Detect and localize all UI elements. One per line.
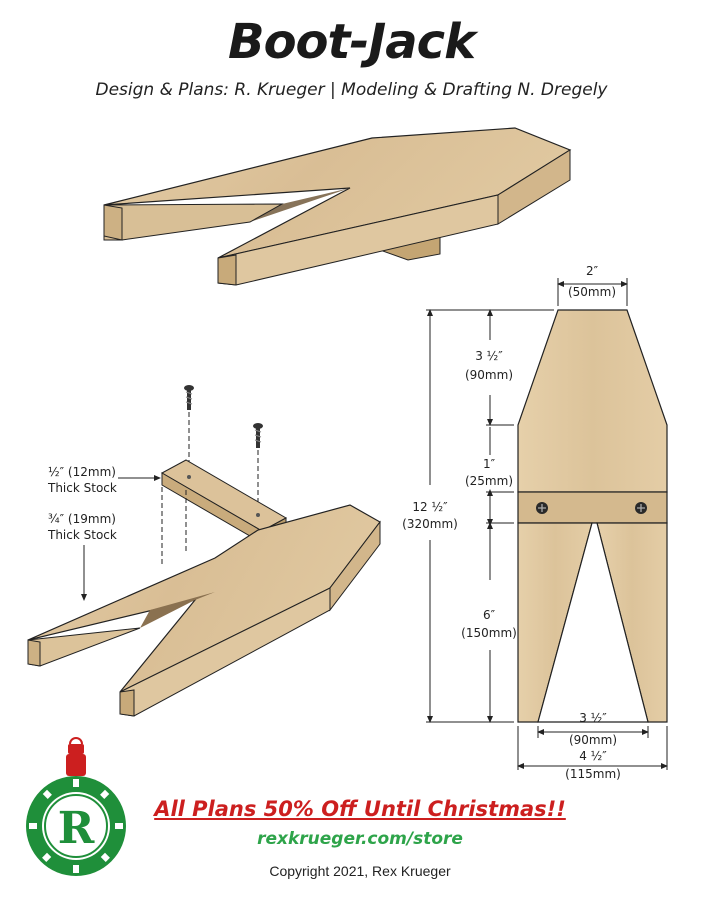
exploded-left-leg-end bbox=[28, 640, 40, 666]
dim-taper-length: 3 ½″ bbox=[475, 349, 503, 363]
document-title: Boot-Jack bbox=[227, 14, 476, 70]
promo-banner: All Plans 50% Off Until Christmas!! bbox=[154, 797, 566, 821]
dim-overall-length: 12 ½″ bbox=[412, 500, 448, 514]
dim-crossbar-width-mm: (25mm) bbox=[464, 474, 514, 488]
assembled-left-leg-side bbox=[104, 204, 282, 240]
logo-ornament bbox=[26, 738, 126, 876]
label-half-stock-2: Thick Stock bbox=[48, 481, 117, 495]
dim-taper-length-mm: (90mm) bbox=[464, 368, 514, 382]
exploded-view bbox=[28, 385, 380, 716]
dim-top-width-mm: (50mm) bbox=[567, 285, 617, 299]
dim-notch-depth-mm: (150mm) bbox=[461, 626, 517, 640]
label-three-quarter-stock-2: Thick Stock bbox=[48, 528, 117, 542]
assembled-view bbox=[104, 128, 570, 285]
screw-head-icon bbox=[536, 502, 548, 514]
assembled-left-leg-end bbox=[104, 205, 122, 240]
dim-overall-width-mm: (115mm) bbox=[565, 767, 621, 781]
assembled-right-leg-end bbox=[218, 255, 236, 285]
dim-overall-width: 4 ½″ bbox=[579, 749, 607, 763]
screw-icon bbox=[184, 385, 194, 410]
plan-board-upper bbox=[518, 310, 667, 492]
store-link[interactable]: rexkrueger.com/store bbox=[257, 829, 463, 849]
exploded-right-leg-end bbox=[120, 690, 134, 716]
plan-view bbox=[402, 264, 667, 781]
label-three-quarter-stock-1: ¾″ (19mm) bbox=[48, 512, 116, 526]
dim-overall-length-mm: (320mm) bbox=[402, 517, 458, 531]
label-half-stock-1: ½″ (12mm) bbox=[48, 465, 116, 479]
copyright-text: Copyright 2021, Rex Krueger bbox=[269, 863, 451, 879]
dim-top-width: 2″ bbox=[585, 264, 599, 278]
document-subtitle: Design & Plans: R. Krueger | Modeling & Drafting N. Dregely bbox=[95, 80, 608, 100]
dim-notch-depth: 6″ bbox=[482, 608, 496, 622]
logo-letter: R bbox=[57, 803, 95, 854]
dim-notch-opening: 3 ½″ bbox=[579, 711, 607, 725]
screw-head-icon bbox=[635, 502, 647, 514]
screw-icon bbox=[253, 423, 263, 448]
dim-crossbar-width: 1″ bbox=[482, 457, 496, 471]
dim-notch-opening-mm: (90mm) bbox=[568, 733, 618, 747]
